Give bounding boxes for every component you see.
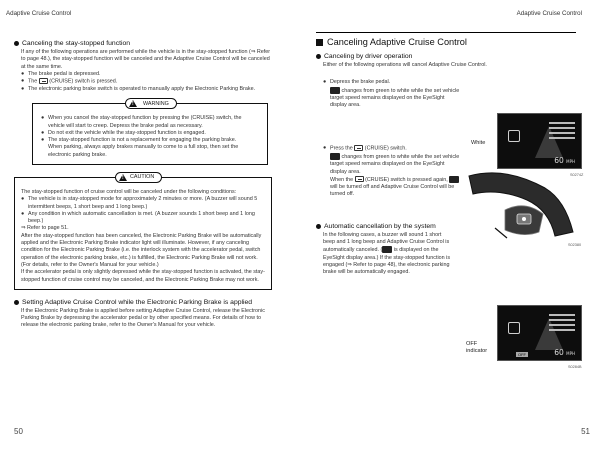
left-column	[14, 40, 274, 330]
driver-item-2: ● Press the (CRUISE) switch. changes from green to white while the set vehicle target speed remains displayed on the EyeSight display area. When the (CRUISE) switch is pressed again, will be turned off and Adaptive Cruise Control will be turned off.	[323, 145, 460, 198]
section-title: Setting Adaptive Cruise Control while the Electronic Parking Brake is applied	[22, 298, 253, 306]
running-header-left: Adaptive Cruise Control	[6, 10, 72, 17]
warning-triangle-icon	[129, 100, 137, 107]
cruise-switch-icon	[39, 78, 48, 84]
car-icon	[508, 322, 520, 334]
cruise-switch-icon	[355, 176, 364, 182]
caution-list	[21, 196, 265, 225]
caution-label: CAUTION	[130, 174, 155, 181]
figure-code: S0284B	[568, 365, 582, 369]
list-item: ● When you cancel the stay-stopped function by pressing the (CRUISE) switch, the vehicle will start to creep. Depress the brake pedal as necessary.	[41, 115, 242, 129]
warning-label: WARNING	[143, 100, 169, 107]
bullet-icon	[14, 41, 19, 46]
caution-ref: ⇒ Refer to page 51.	[21, 225, 69, 232]
list-item: ● Any condition in which automatic cancellation is met. (A buzzer sounds 1 short beep and 1 long beep.)	[21, 210, 255, 225]
page-title: Canceling Adaptive Cruise Control	[316, 37, 586, 47]
cruise-indicator-icon	[330, 153, 340, 160]
set-speed-readout: 60 MPH	[554, 156, 575, 165]
section-title: Canceling the stay-stopped function	[22, 40, 131, 47]
square-bullet-icon	[316, 39, 323, 46]
section-body: In the following cases, a buzzer will sound 1 short beep and 1 long beep and Adaptive Cruise Control is automatically canceled. is displayed on the EyeSight display area.) If the stay-stopped function is engaged (⇒ Refer to page 48), the electronic parking brake will be automatically engaged.	[323, 231, 451, 276]
title-rule	[316, 32, 576, 33]
cruise-indicator-icon	[330, 87, 340, 94]
caution-intro: The stay-stopped function of cruise control will be canceled under the following conditions:	[21, 188, 237, 195]
section-heading-setting-epb	[14, 299, 274, 306]
bullet-icon	[14, 300, 19, 305]
bullet-icon	[316, 224, 321, 229]
caution-paragraph: If the accelerator pedal is only slightly depressed while the stay-stopped function is activated, the stay-stopped function of cruise control may be canceled, and the Electronic Parking Brake may not work.	[21, 269, 265, 283]
list-item: ● The vehicle is in stay-stopped mode for approximately 2 minutes or more. (A buzzer will sound 5 intermittent beeps, 1 short beep and 1 long beep.)	[21, 196, 258, 210]
list-item: ● The stay-stopped function is not a replacement for engaging the parking brake.	[41, 137, 237, 144]
caution-paragraph: After the stay-stopped function has been canceled, the Electronic Parking Brake will be automatically applied and the Electronic Parking Brake indicator light will illuminate. However, if any canceling condition for the Electronic Parking Brake (i.e. the interlock system with the accelerator pedal, switch operation of the electronic parking brake, etc.) is fulfilled, the Electronic Parking Brake will not work. (For details, refer to the Owner's Manual for your vehicle.)	[21, 232, 262, 268]
eyesight-display-off	[497, 305, 582, 361]
white-label: White	[471, 140, 486, 146]
off-indicator-icon: OFF	[518, 352, 526, 357]
warning-badge	[125, 98, 177, 109]
bullet-icon	[316, 54, 321, 59]
running-header-right: Adaptive Cruise Control	[516, 10, 582, 17]
driver-item-1: ● Depress the brake pedal. changes from green to white while the set vehicle target speed remains displayed on the EyeSight display area.	[323, 79, 460, 109]
figure-code: S02380	[568, 243, 582, 247]
cruise-switch-icon	[354, 145, 363, 151]
list-item: ● The electronic parking brake switch is operated to manually apply the Electronic Parking Brake.	[21, 85, 256, 92]
set-speed-readout: 60 MPH	[554, 348, 575, 357]
off-indicator-label: OFF indicator	[466, 341, 488, 354]
section-heading-cancel-stopped	[14, 40, 274, 47]
page-number-right: 51	[581, 427, 590, 436]
warning-note: When parking, always apply brakes manually to come to a full stop, then set the electronic parking brake.	[48, 144, 239, 158]
caution-triangle-icon	[119, 174, 127, 181]
cruise-indicator-icon	[449, 176, 459, 183]
steering-wheel-switch-figure	[465, 170, 577, 240]
figure-code: S0274Z	[570, 173, 584, 177]
section-body: If any of the following operations are performed while the vehicle is in the stay-stopped function (⇒ Refer to page 48.), the stay-stopped function will be canceled and the Adaptive Cruise Control will be canceled at the same time.	[21, 49, 271, 70]
list-item: ● Do not exit the vehicle while the stay-stopped function is engaged.	[41, 129, 206, 136]
list-item: ● The brake pedal is depressed.	[21, 70, 101, 77]
caution-box	[14, 174, 272, 290]
off-indicator-icon	[382, 246, 392, 253]
list-item: ● The (CRUISE) switch is pressed.	[21, 78, 118, 85]
section-heading-auto: Automatic cancellation by the system	[316, 223, 586, 230]
page-number-left: 50	[14, 427, 23, 436]
warning-list	[41, 115, 259, 159]
caution-badge	[115, 172, 162, 183]
section-body: Either of the following operations will cancel Adaptive Cruise Control.	[323, 62, 487, 68]
section-body: If the Electronic Parking Brake is applied before setting Adaptive Cruise Control, release the Electronic Parking Brake by depressing the accelerator pedal or by other specified means. For details of how to release the electronic parking brake, refer to the Owner's Manual for your vehicle.	[21, 307, 265, 329]
cancel-list	[14, 71, 274, 93]
warning-box	[32, 100, 268, 165]
eyesight-display-white	[497, 113, 582, 169]
car-icon	[508, 130, 520, 142]
section-heading-by-driver: Canceling by driver operation	[316, 53, 586, 60]
